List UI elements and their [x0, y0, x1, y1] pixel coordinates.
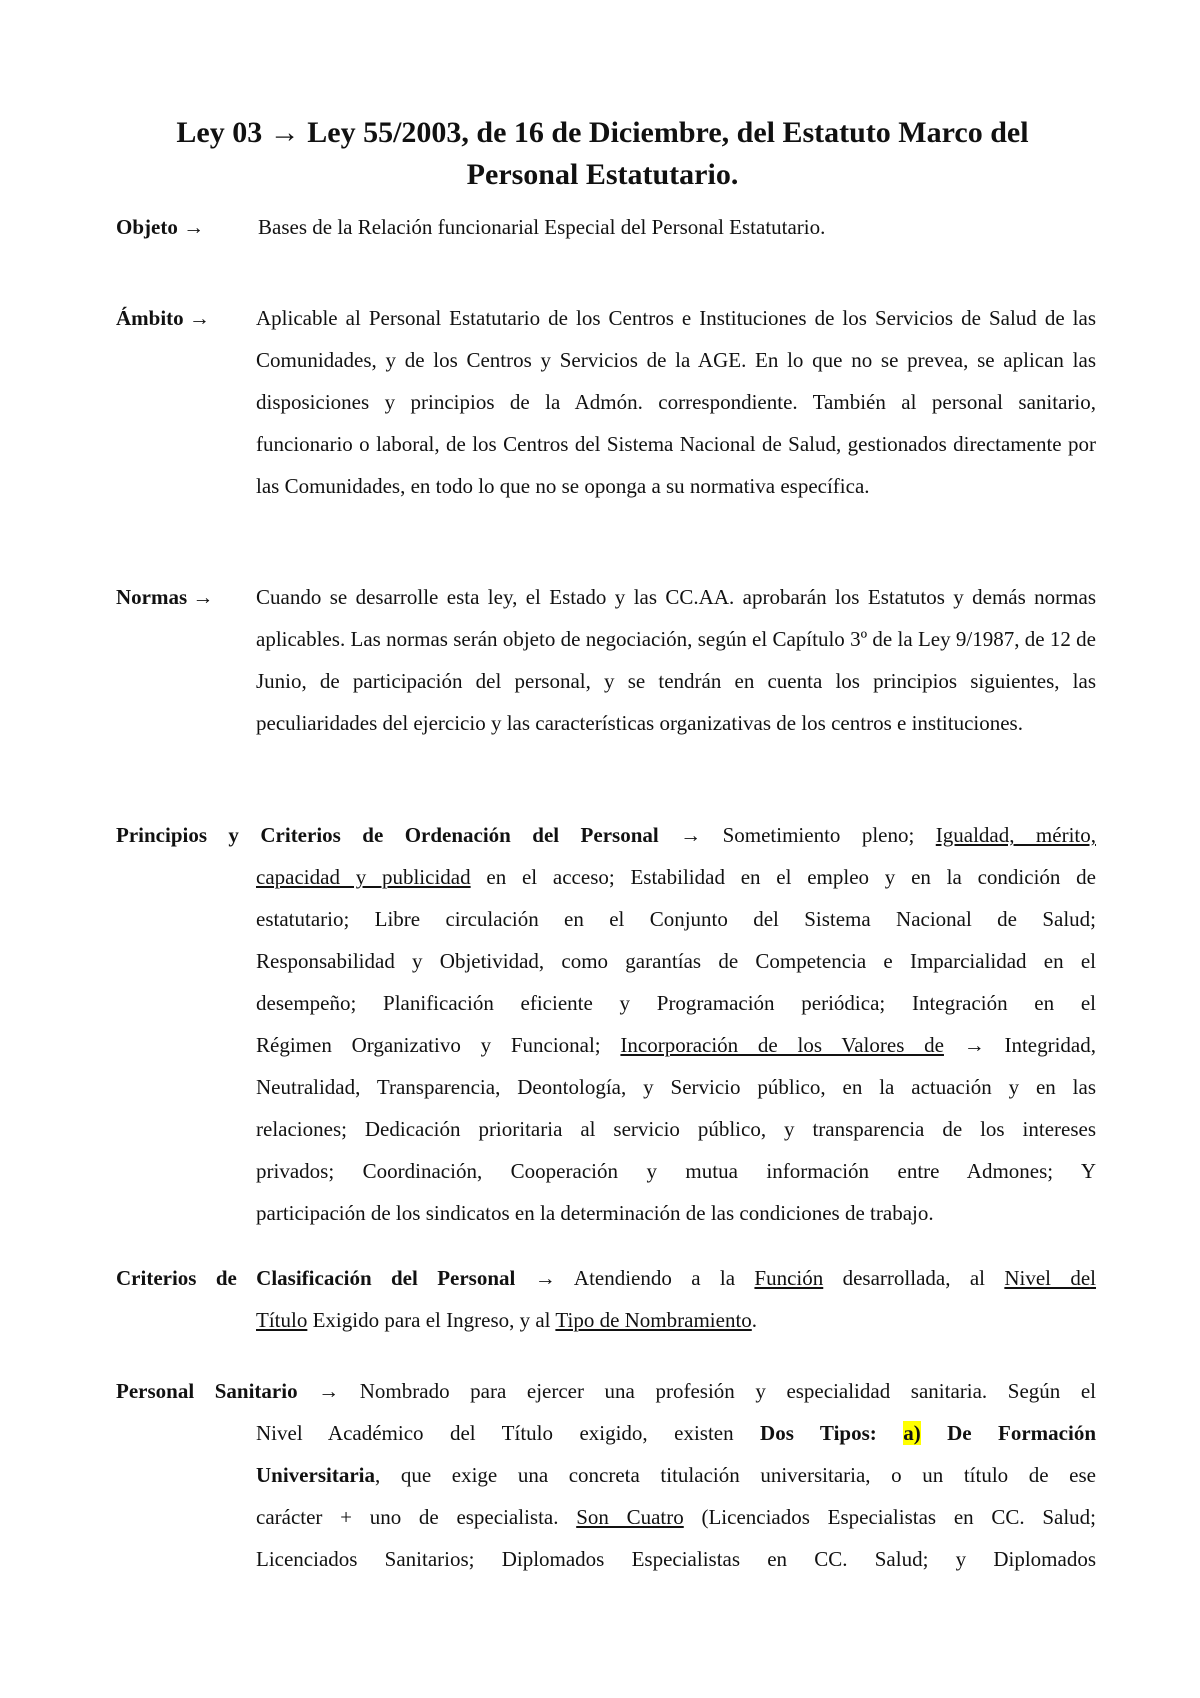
ambito-label: Ámbito → [116, 306, 210, 330]
objeto-label: Objeto → [116, 215, 205, 239]
normas-text: Cuando se desarrolle esta ley, el Estado y las CC.AA. aprobarán los Estatutos y demás normas aplicables. Las normas serán objeto de negociación, según el Capítulo 3º de la Ley 9/1987, de 12 de Junio, de participación del personal, y se tendrán en cuenta los principios siguientes, las peculiaridades del ejercicio y las características organizativas de los centros e instituciones. [256, 585, 1096, 735]
page-title [110, 112, 1095, 196]
sanitario-section: Personal Sanitario → Nombrado para ejercer una profesión y especialidad sanitaria. Según el Nivel Académico del Título exigido, existen Dos Tipos: a) De Formación Universitaria, que exige una concreta titulación universitaria, o un título de ese carácter + uno de especialista. Son Cuatro (Licenciados Especialistas en CC. Salud; Licenciados Sanitarios; Diplomados Especialistas en CC. Salud; y Diplomados [116, 1379, 1097, 1571]
title-line-2: Personal Estatutario. [466, 158, 739, 191]
title-line-1: Ley 03 → Ley 55/2003, de 16 de Diciembre, del Estatuto Marco del [176, 116, 1029, 149]
criterios-label: Criterios de Clasificación del Personal [116, 1266, 516, 1290]
criterios-section: Criterios de Clasificación del Personal → Atendiendo a la Función desarrollada, al Nivel del Título Exigido para el Ingreso, y al Tipo de Nombramiento. [116, 1266, 1097, 1332]
objeto-text: Bases de la Relación funcionarial Especial del Personal Estatutario. [258, 215, 826, 239]
ambito-text: Aplicable al Personal Estatutario de los Centros e Instituciones de los Servicios de Salud de las Comunidades, y de los Centros y Servicios de la AGE. En lo que no se prevea, se aplican las disposiciones y principios de la Admón. correspondiente. También al personal sanitario, funcionario o laboral, de los Centros del Sistema Nacional de Salud, gestionados directamente por las Comunidades, en todo lo que no se oponga a su normativa específica. [256, 306, 1096, 498]
normas-label: Normas → [116, 585, 214, 609]
principios-section: Principios y Criterios de Ordenación del Personal → Sometimiento pleno; Igualdad, mérito, capacidad y publicidad en el acceso; Estabilidad en el empleo y en la condición de estatutario; Libre circulación en el Conjunto del Sistema Nacional de Salud; Responsabilidad y Objetividad, como garantías de Competencia e Imparcialidad en el desempeño; Planificación eficiente y Programación periódica; Integración en el Régimen Organizativo y Funcional; Incorporación de los Valores de → Integridad, Neutralidad, Transparencia, Deontología, y Servicio público, en la actuación y en las relaciones; Dedicación prioritaria al servicio público, y transparencia de los intereses privados; Coordinación, Cooperación y mutua información entre Admones; Y participación de los sindicatos en la determinación de las condiciones de trabajo. [116, 823, 1097, 1225]
highlight-a: a) [903, 1421, 921, 1445]
principios-label: Principios y Criterios de Ordenación del Personal [116, 823, 659, 847]
sanitario-label: Personal Sanitario [116, 1379, 298, 1403]
